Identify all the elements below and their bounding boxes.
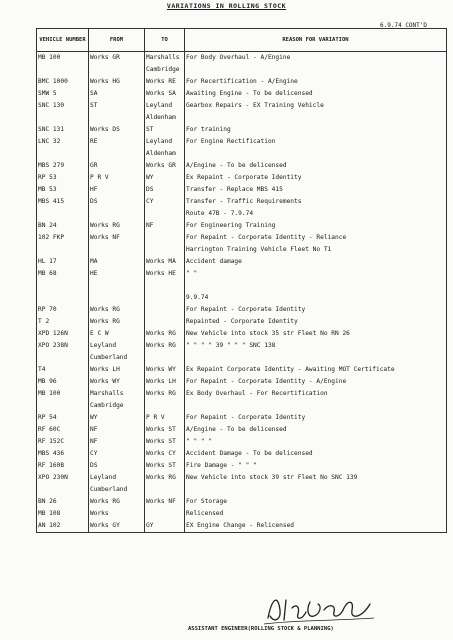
reason-cell — [185, 400, 447, 412]
to-cell: Works RG — [145, 388, 185, 400]
vehicle-number-cell: BN 24 — [37, 220, 89, 232]
reason-cell: " " — [185, 268, 447, 280]
from-cell: Cambridge — [89, 400, 145, 412]
from-cell: NF — [89, 424, 145, 436]
vehicle-number-cell: MB 53 — [37, 184, 89, 196]
table-row — [37, 76, 447, 88]
to-cell: Aldenham — [145, 148, 185, 160]
table-row — [37, 220, 447, 232]
from-cell: GR — [89, 160, 145, 172]
table-row — [37, 196, 447, 208]
to-cell: Works GR — [145, 160, 185, 172]
vehicle-number-cell: BN 26 — [37, 496, 89, 508]
table-row — [37, 496, 447, 508]
from-cell: Works HG — [89, 76, 145, 88]
from-cell: HF — [89, 184, 145, 196]
to-cell — [145, 232, 185, 244]
to-cell: Works SA — [145, 88, 185, 100]
reason-cell: Accident Damage - To be delicensed — [185, 448, 447, 460]
vehicle-number-cell: MB 100 — [37, 52, 89, 65]
reason-cell: A/Engine - To be delicensed — [185, 160, 447, 172]
vehicle-number-cell: SMW 5 — [37, 88, 89, 100]
to-cell: Works CY — [145, 448, 185, 460]
vehicle-number-cell: XPO 230N — [37, 472, 89, 484]
to-cell — [145, 400, 185, 412]
table-row — [37, 484, 447, 496]
reason-cell — [185, 64, 447, 76]
to-cell: Leyland — [145, 136, 185, 148]
vehicle-number-cell — [37, 484, 89, 496]
to-cell: CY — [145, 196, 185, 208]
table-row — [37, 280, 447, 292]
table-row — [37, 388, 447, 400]
reason-cell — [185, 484, 447, 496]
reason-cell: A/Engine - To be delicensed — [185, 424, 447, 436]
table-row — [37, 508, 447, 520]
vehicle-number-cell — [37, 208, 89, 220]
to-cell: Works ST — [145, 436, 185, 448]
continuation-date: 6.9.74 CONT'D — [380, 22, 427, 29]
reason-cell: " " " " 39 " " " SNC 138 — [185, 340, 447, 352]
table-row — [37, 64, 447, 76]
from-cell: Works RG — [89, 496, 145, 508]
footer-signatory: ASSISTANT ENGINEER(ROLLING STOCK & PLANNING) — [188, 626, 334, 632]
reason-cell: For Body Overhaul - A/Engine — [185, 52, 447, 65]
reason-cell: Fire Damage - " " " — [185, 460, 447, 472]
reason-cell: For Engineering Training — [185, 220, 447, 232]
table-row — [37, 148, 447, 160]
from-cell — [89, 64, 145, 76]
to-cell: Works RG — [145, 472, 185, 484]
from-cell: P R V — [89, 172, 145, 184]
table-row — [37, 460, 447, 472]
column-header-vehicle: VEHICLE NUMBER — [37, 29, 89, 52]
from-cell: Works — [89, 508, 145, 520]
from-cell — [89, 244, 145, 256]
reason-cell — [185, 112, 447, 124]
from-cell: SA — [89, 88, 145, 100]
from-cell: Works WY — [89, 376, 145, 388]
from-cell: WY — [89, 412, 145, 424]
to-cell: ST — [145, 124, 185, 136]
vehicle-number-cell: XPD 126N — [37, 328, 89, 340]
table-row — [37, 400, 447, 412]
from-cell — [89, 280, 145, 292]
reason-cell: EX Engine Change - Relicensed — [185, 520, 447, 533]
to-cell: Works MA — [145, 256, 185, 268]
vehicle-number-cell — [37, 292, 89, 304]
from-cell: DS — [89, 196, 145, 208]
vehicle-number-cell: XPO 238N — [37, 340, 89, 352]
to-cell: Works RE — [145, 76, 185, 88]
vehicle-number-cell: T4 — [37, 364, 89, 376]
vehicle-number-cell: MB 100 — [37, 388, 89, 400]
table-row — [37, 208, 447, 220]
column-header-to: TO — [145, 29, 185, 52]
vehicle-number-cell — [37, 64, 89, 76]
reason-cell: Ex Repaint Corporate Identity - Awaiting MOT Certificate — [185, 364, 447, 376]
reason-cell: For Engine Rectification — [185, 136, 447, 148]
from-cell: Works GR — [89, 52, 145, 65]
header-row — [37, 29, 447, 52]
vehicle-number-cell: RF 152C — [37, 436, 89, 448]
to-cell: Cambridge — [145, 64, 185, 76]
from-cell: MA — [89, 256, 145, 268]
reason-cell: Ex Body Overhaul - For Recertification — [185, 388, 447, 400]
from-cell: HE — [89, 268, 145, 280]
reason-cell: For Repaint - Corporate Identity - Reliance — [185, 232, 447, 244]
table-row — [37, 424, 447, 436]
table-row — [37, 412, 447, 424]
table-row — [37, 520, 447, 533]
table-row — [37, 292, 447, 304]
vehicle-number-cell — [37, 112, 89, 124]
column-header-reason: REASON FOR VARIATION — [185, 29, 447, 52]
table-row — [37, 304, 447, 316]
from-cell — [89, 148, 145, 160]
reason-cell — [185, 280, 447, 292]
from-cell: Works NF — [89, 232, 145, 244]
from-cell: DS — [89, 460, 145, 472]
to-cell: Works ST — [145, 424, 185, 436]
to-cell — [145, 244, 185, 256]
to-cell: Works ST — [145, 460, 185, 472]
table-row — [37, 328, 447, 340]
from-cell: Cumberland — [89, 352, 145, 364]
table-row — [37, 88, 447, 100]
to-cell — [145, 352, 185, 364]
from-cell: RE — [89, 136, 145, 148]
to-cell: WY — [145, 172, 185, 184]
table-row — [37, 316, 447, 328]
vehicle-number-cell: MBS 279 — [37, 160, 89, 172]
to-cell: Works LH — [145, 376, 185, 388]
table-row — [37, 472, 447, 484]
to-cell: Works NF — [145, 496, 185, 508]
table-row — [37, 352, 447, 364]
vehicle-number-cell: SNC 131 — [37, 124, 89, 136]
vehicle-number-cell: MBS 415 — [37, 196, 89, 208]
reason-cell: For training — [185, 124, 447, 136]
document-title: VARIATIONS IN ROLLING STOCK — [166, 2, 287, 10]
table-row — [37, 376, 447, 388]
signature-image — [262, 590, 382, 628]
vehicle-number-cell: MB 68 — [37, 268, 89, 280]
table-row — [37, 364, 447, 376]
vehicle-number-cell — [37, 280, 89, 292]
table-row — [37, 52, 447, 65]
vehicle-number-cell: RF 160B — [37, 460, 89, 472]
from-cell: CY — [89, 448, 145, 460]
table-row — [37, 172, 447, 184]
vehicle-number-cell: RP 70 — [37, 304, 89, 316]
reason-cell: For Recertification - A/Engine — [185, 76, 447, 88]
vehicle-number-cell: MBS 436 — [37, 448, 89, 460]
from-cell: Works RG — [89, 304, 145, 316]
vehicle-number-cell: RP 54 — [37, 412, 89, 424]
to-cell — [145, 304, 185, 316]
to-cell: GY — [145, 520, 185, 533]
reason-cell: Relicensed — [185, 508, 447, 520]
to-cell: Works RG — [145, 328, 185, 340]
reason-cell: Ex Repaint - Corporate Identity — [185, 172, 447, 184]
vehicle-number-cell: AN 102 — [37, 520, 89, 533]
to-cell — [145, 280, 185, 292]
reason-cell — [185, 352, 447, 364]
from-cell: Works GY — [89, 520, 145, 533]
from-cell: Leyland — [89, 472, 145, 484]
table-row — [37, 340, 447, 352]
vehicle-number-cell: T 2 — [37, 316, 89, 328]
reason-cell: For Repaint - Corporate Identity — [185, 304, 447, 316]
vehicle-number-cell: MB 96 — [37, 376, 89, 388]
table-row — [37, 232, 447, 244]
table-row — [37, 184, 447, 196]
reason-cell: For Repaint - Corporate Identity — [185, 412, 447, 424]
to-cell: Marshalls — [145, 52, 185, 65]
reason-cell: Repainted - Corporate Identity — [185, 316, 447, 328]
from-cell: Leyland — [89, 340, 145, 352]
vehicle-number-cell: MB 108 — [37, 508, 89, 520]
from-cell — [89, 292, 145, 304]
table-row — [37, 100, 447, 112]
from-cell: Works RG — [89, 220, 145, 232]
vehicle-number-cell: RF 60C — [37, 424, 89, 436]
table-body — [37, 52, 447, 533]
reason-cell: Awaiting Engine - To be delicensed — [185, 88, 447, 100]
table-row — [37, 112, 447, 124]
to-cell: P R V — [145, 412, 185, 424]
vehicle-number-cell — [37, 244, 89, 256]
vehicle-number-cell — [37, 352, 89, 364]
table-row — [37, 244, 447, 256]
from-cell — [89, 112, 145, 124]
from-cell: ST — [89, 100, 145, 112]
to-cell — [145, 508, 185, 520]
from-cell: E C W — [89, 328, 145, 340]
vehicle-number-cell — [37, 148, 89, 160]
from-cell: Cumberland — [89, 484, 145, 496]
to-cell — [145, 292, 185, 304]
from-cell: Works LH — [89, 364, 145, 376]
reason-cell: New Vehicle into stock 35 str Fleet No RN 26 — [185, 328, 447, 340]
from-cell: Marshalls — [89, 388, 145, 400]
to-cell: DS — [145, 184, 185, 196]
to-cell: NF — [145, 220, 185, 232]
table-row — [37, 256, 447, 268]
reason-cell: Route 47B - 7.9.74 — [185, 208, 447, 220]
table-container — [36, 28, 447, 533]
vehicle-number-cell: LNC 32 — [37, 136, 89, 148]
vehicle-number-cell: SNC 130 — [37, 100, 89, 112]
from-cell — [89, 208, 145, 220]
table-row — [37, 268, 447, 280]
from-cell: Works RG — [89, 316, 145, 328]
vehicle-number-cell: HL 17 — [37, 256, 89, 268]
from-cell: Works DS — [89, 124, 145, 136]
column-header-from: FROM — [89, 29, 145, 52]
to-cell — [145, 208, 185, 220]
table-row — [37, 436, 447, 448]
to-cell: Leyland — [145, 100, 185, 112]
to-cell — [145, 484, 185, 496]
to-cell: Works HE — [145, 268, 185, 280]
table-row — [37, 160, 447, 172]
to-cell: Aldenham — [145, 112, 185, 124]
table-row — [37, 448, 447, 460]
reason-cell: Transfer - Traffic Requirements — [185, 196, 447, 208]
vehicle-number-cell: 102 FKP — [37, 232, 89, 244]
reason-cell: For Storage — [185, 496, 447, 508]
vehicle-number-cell: BMC 1000 — [37, 76, 89, 88]
vehicle-number-cell: RP 53 — [37, 172, 89, 184]
to-cell: Works WY — [145, 364, 185, 376]
reason-cell: Accident damage — [185, 256, 447, 268]
variations-table — [36, 28, 447, 533]
reason-cell: 9.9.74 — [185, 292, 447, 304]
reason-cell: Harrington Training Vehicle Fleet No T1 — [185, 244, 447, 256]
table-row — [37, 124, 447, 136]
vehicle-number-cell — [37, 400, 89, 412]
reason-cell: For Repaint - Corporate Identity - A/Engine — [185, 376, 447, 388]
to-cell — [145, 316, 185, 328]
table-row — [37, 136, 447, 148]
from-cell: NF — [89, 436, 145, 448]
reason-cell — [185, 148, 447, 160]
to-cell: Works RG — [145, 340, 185, 352]
reason-cell: New Vehicle into stock 39 str Fleet No SNC 139 — [185, 472, 447, 484]
reason-cell: Transfer - Replace MBS 415 — [185, 184, 447, 196]
reason-cell: Gearbox Repairs - EX Training Vehicle — [185, 100, 447, 112]
reason-cell: " " " " — [185, 436, 447, 448]
